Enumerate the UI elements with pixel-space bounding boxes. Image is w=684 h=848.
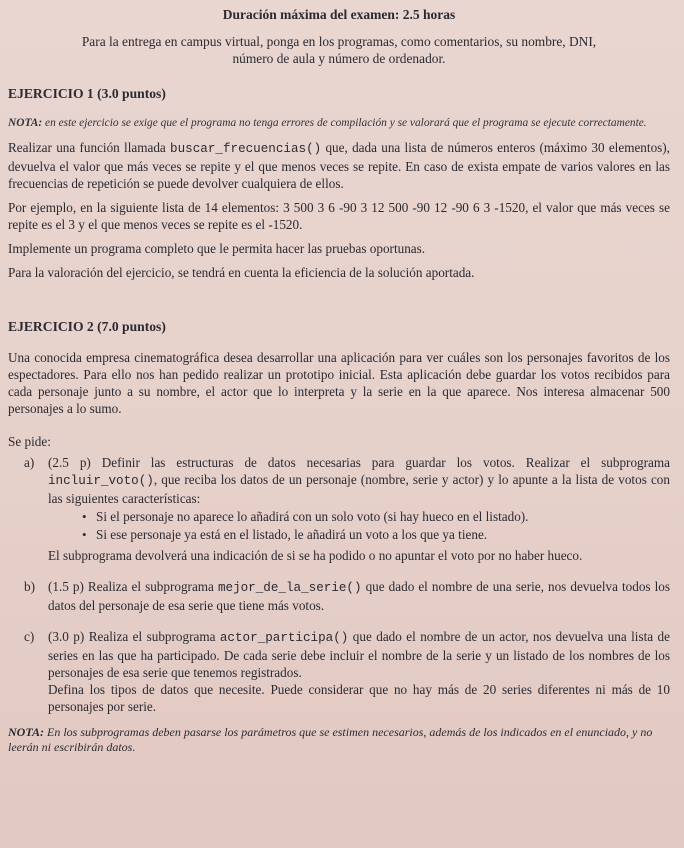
note-label: NOTA:: [8, 117, 43, 129]
bullet-text: Si ese personaje ya está en el listado, le añadirá un voto a los que ya tiene.: [96, 527, 488, 542]
note-text: en este ejercicio se exige que el programa no tenga errores de compilación y se valorará que el programa se ejecute correctamente.: [42, 117, 647, 129]
task-a: [8, 454, 670, 564]
exercise-1-evaluation: Para la valoración del ejercicio, se tendrá en cuenta la eficiencia de la solución aportada.: [8, 265, 475, 280]
exercise-2-note: [8, 725, 670, 755]
task-a-text: (2.5 p) Definir las estructuras de datos necesarias para guardar los votos. Realizar el subprograma: [48, 455, 670, 470]
bullet-text: Si el personaje no aparece lo añadirá con un solo voto (si hay hueco en el listado).: [96, 509, 529, 524]
exercise-1-statement: [8, 139, 670, 192]
bullet-item: [48, 508, 670, 525]
mejor-de-la-serie-code: mejor_de_la_serie(): [217, 581, 362, 595]
task-c: [8, 628, 670, 715]
task-c-types-text: Defina los tipos de datos que necesite. Puede considerar que no hay más de 20 series diferentes ni más de 10 personajes por serie.: [48, 682, 670, 714]
task-a-text-cont: , que reciba los datos de un personaje (nombre, serie y actor) y lo apunte a la lista de votos con las siguientes características:: [48, 472, 670, 506]
exercise-1-note: [8, 116, 670, 130]
task-c-text-cont: que dado el nombre de un actor, nos devuelva una lista de series en las que ha participado. De cada serie debe incluir el nombre de la serie y un listado de los nombres de los personajes de esa serie que tenemos registrados.: [48, 629, 670, 680]
statement-text: Realizar una función llamada: [8, 140, 171, 155]
tasks-list: [8, 454, 670, 715]
note-text: En los subprogramas deben pasarse los parámetros que se estimen necesarios, además de los indicados en el enunciado, y no leerán ni escribirán datos.: [8, 725, 653, 754]
function-name-code: buscar_frecuencias(): [170, 142, 322, 156]
task-b: [8, 578, 670, 614]
incluir-voto-code: incluir_voto(): [48, 474, 154, 488]
exercise-1-implement: Implemente un programa completo que le permita hacer las pruebas oportunas.: [8, 241, 426, 256]
note-label: NOTA:: [8, 725, 44, 739]
exercise-2-heading: EJERCICIO 2 (7.0 puntos): [8, 319, 166, 334]
task-c-text: (3.0 p) Realiza el subprograma: [48, 629, 220, 644]
exam-duration-title: Duración máxima del examen: 2.5 horas: [222, 7, 456, 22]
task-a-bullets: [48, 508, 670, 543]
se-pide-label: Se pide:: [8, 434, 51, 449]
intro-line-2: número de aula y número de ordenador.: [232, 51, 446, 66]
task-b-label: b): [24, 579, 35, 594]
task-b-text: (1.5 p) Realiza el subprograma: [48, 579, 218, 594]
bullet-item: [48, 526, 670, 543]
actor-participa-code: actor_participa(): [219, 631, 349, 645]
intro-line-1: Para la entrega en campus virtual, ponga en los programas, como comentarios, su nombre, DNI,: [81, 34, 597, 49]
exercise-1-heading: EJERCICIO 1 (3.0 puntos): [8, 86, 166, 101]
statement-text-cont: que, dada una lista de números enteros (máximo 30 elementos), devuelva el valor que más veces se repite y el que menos veces se repite. En caso de exista empate de varios valores en las frecuencias de repetición se puede devolver cualquiera de ellos.: [8, 140, 670, 191]
bullet-icon: •: [82, 527, 87, 542]
task-a-label: a): [24, 455, 35, 470]
task-b-text-cont: que dado el nombre de una serie, nos devuelva todos los datos del personaje de esa serie que tiene más votos.: [48, 579, 670, 613]
exercise-2-statement: Una conocida empresa cinematográfica desea desarrollar una aplicación para ver cuáles son los personajes favoritos de los espectadores. Para ello nos han pedido realizar un prototipo inicial. Esta aplicación debe guardar los votos recibidos para cada personaje junto a su nombre, el actor que lo interpreta y la serie en la que aparece. Nos interesa almacenar 500 personajes a lo sumo.: [8, 350, 670, 416]
task-c-label: c): [24, 629, 35, 644]
bullet-icon: •: [82, 509, 87, 524]
exercise-1-example: Por ejemplo, en la siguiente lista de 14 elementos: 3 500 3 6 -90 3 12 500 -90 12 -90 6 3 -1520, el valor que más veces se repite es el 3 y el que menos veces se repite es el -1520.: [8, 200, 670, 232]
task-a-return-text: El subprograma devolverá una indicación de si se ha podido o no apuntar el voto por no haber hueco.: [48, 548, 583, 563]
intro-instructions: [8, 33, 670, 67]
